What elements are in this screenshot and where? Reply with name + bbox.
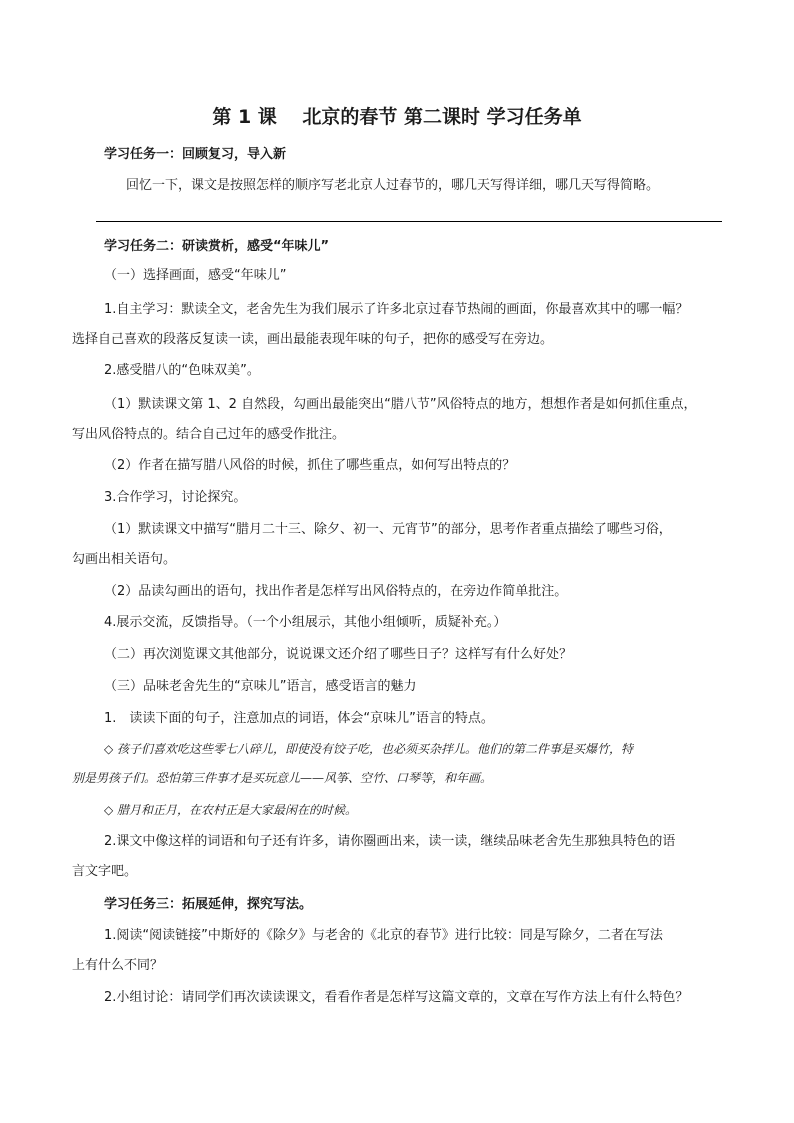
task3-q2: 2.小组讨论：请同学们再次读读课文，看看作者是怎样写这篇文章的，文章在写作方法上有什么特色？ bbox=[104, 990, 689, 1005]
task2-p3-1-line2: 勾画出相关语句。 bbox=[72, 552, 177, 567]
task1-body: 回忆一下，课文是按照怎样的顺序写老北京人过春节的，哪几天写得详细，哪几天写得简略。 bbox=[126, 178, 660, 193]
task2-section2: （二）再次浏览课文其他部分，说说课文还介绍了哪些日子？这样写有什么好处？ bbox=[104, 647, 573, 662]
task2-p1-line2: 选择自己喜欢的段落反复读一读，画出最能表现年味的句子，把你的感受写在旁边。 bbox=[72, 332, 554, 347]
task2-p3-2: （2）品读勾画出的语句，找出作者是怎样写出风俗特点的，在旁边作简单批注。 bbox=[104, 584, 568, 599]
task3-q1-line2: 上有什么不同？ bbox=[72, 958, 164, 973]
task2-q1: 1. 读读下面的句子，注意加点的词语，体会“京味儿”语言的特点。 bbox=[104, 711, 494, 726]
example-sentence-2: ◇ 腊月和正月，在农村正是大家最闲在的时候。 bbox=[104, 803, 358, 817]
task2-q2-line1: 2.课文中像这样的词语和句子还有许多，请你圈画出来，读一读，继续品味老舍先生那独具特色的语 bbox=[104, 834, 676, 849]
example-sentence-1-line2: 别是男孩子们。恐怕第三件事才是买玩意儿——风筝、空竹、口琴等，和年画。 bbox=[72, 771, 493, 785]
task2-section3: （三）品味老舍先生的“京味儿”语言，感受语言的魅力 bbox=[104, 679, 417, 694]
page-title: 第 1 课 北京的春节 第二课时 学习任务单 bbox=[212, 106, 582, 128]
task2-section1: （一）选择画面，感受“年味儿” bbox=[104, 268, 287, 283]
task3-q1-line1: 1.阅读“阅读链接”中斯妤的《除夕》与老舍的《北京的春节》进行比较：同是写除夕，二者在写法 bbox=[104, 928, 663, 943]
task2-p2-2: （2）作者在描写腊八风俗的时候，抓住了哪些重点，如何写出特点的？ bbox=[104, 458, 516, 473]
task2-q2-line2: 言文字吧。 bbox=[72, 864, 138, 879]
section-divider bbox=[96, 221, 722, 222]
task3-heading: 学习任务三：拓展延伸，探究写法。 bbox=[104, 897, 313, 912]
task1-heading: 学习任务一：回顾复习，导入新 bbox=[104, 147, 287, 162]
task2-p2: 2.感受腊八的“色味双美”。 bbox=[104, 363, 260, 378]
task2-p3: 3.合作学习，讨论探究。 bbox=[104, 490, 247, 505]
task2-p1-line1: 1.自主学习：默读全文，老舍先生为我们展示了许多北京过春节热闹的画面，你最喜欢其中的哪一幅？ bbox=[104, 302, 689, 317]
task2-p2-1-line2: 写出风俗特点的。结合自己过年的感受作批注。 bbox=[72, 427, 346, 442]
task2-p3-1-line1: （1）默读课文中描写“腊月二十三、除夕、初一、元宵节”的部分，思考作者重点描绘了哪些习俗， bbox=[104, 522, 672, 537]
task2-heading: 学习任务二：研读赏析，感受“年味儿” bbox=[104, 239, 330, 254]
task2-p4: 4.展示交流，反馈指导。（一个小组展示，其他小组倾听，质疑补充。） bbox=[104, 615, 507, 630]
example-sentence-1-line1: ◇ 孩子们喜欢吃这些零七八碎儿，即使没有饺子吃，也必须买杂拌儿。他们的第二件事是买爆竹，特 bbox=[104, 742, 634, 756]
task2-p2-1-line1: （1）默读课文第 1、2 自然段，勾画出最能突出“腊八节”风俗特点的地方，想想作者是如何抓住重点， bbox=[104, 397, 697, 412]
